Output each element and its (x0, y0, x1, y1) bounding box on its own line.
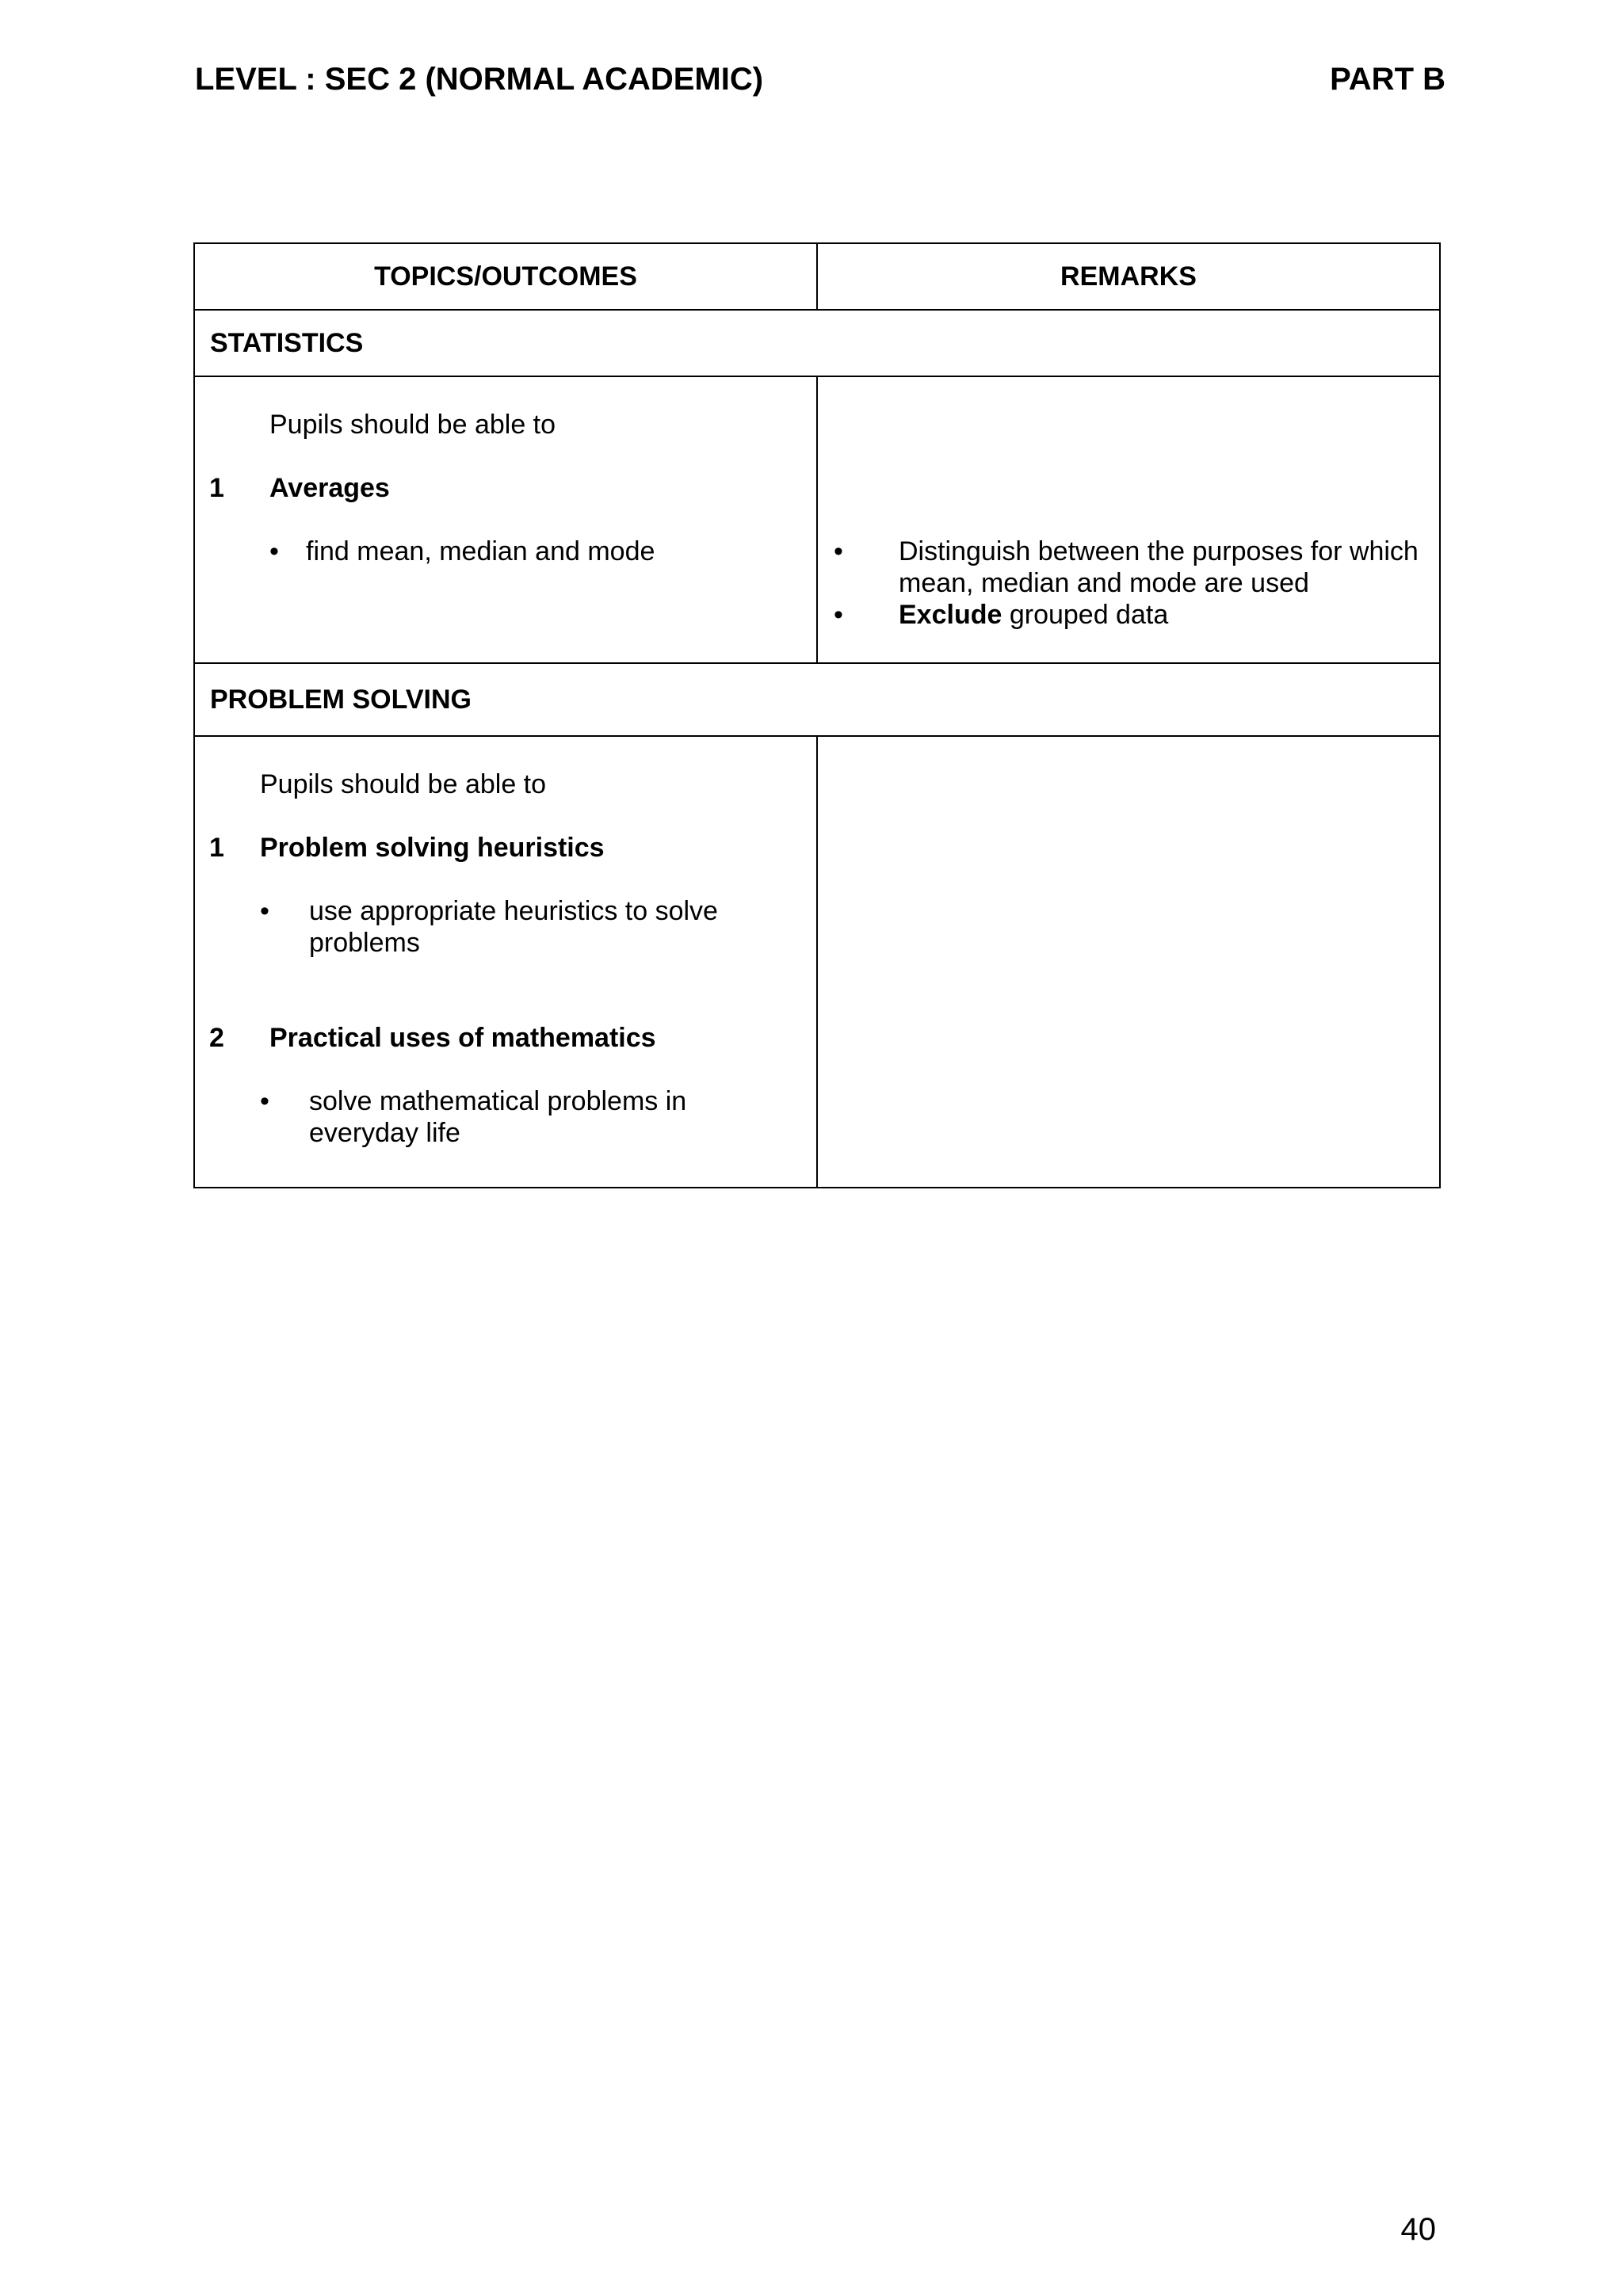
header-level: LEVEL : SEC 2 (NORMAL ACADEMIC) (195, 62, 764, 97)
syllabus-table (193, 242, 1441, 1188)
section-content-statistics (194, 376, 1440, 663)
list-item (818, 536, 1439, 599)
problem-solving-remarks-cell (817, 736, 1440, 1188)
bullet-text: use appropriate heuristics to solve problems (309, 896, 718, 958)
section-row-problem-solving (194, 663, 1440, 736)
list-item (195, 895, 816, 959)
remark-text: Distinguish between the purposes for which mean, median and mode are used (899, 536, 1419, 598)
bullet-text: solve mathematical problems in everyday life (309, 1086, 687, 1148)
topic-number: 1 (209, 473, 224, 503)
section-row-statistics (194, 310, 1440, 376)
header-part: PART B (1330, 62, 1445, 97)
section-content-problem-solving (194, 736, 1440, 1188)
table-header-row (194, 243, 1440, 310)
page-number: 40 (1400, 2212, 1436, 2247)
list-item (195, 536, 816, 567)
bullet-text: find mean, median and mode (306, 536, 655, 566)
problem-solving-topics-cell (194, 736, 817, 1188)
topic-title: Practical uses of mathematics (269, 1023, 656, 1053)
list-item (195, 1085, 816, 1149)
statistics-topics-cell (194, 376, 817, 663)
bullet-icon: • (269, 536, 279, 566)
section-title-statistics: STATISTICS (194, 310, 1440, 376)
topic-number: 2 (209, 1023, 224, 1053)
problem-solving-intro: Pupils should be able to (260, 769, 547, 799)
remark-text: grouped data (1002, 600, 1169, 630)
list-item (818, 599, 1439, 631)
bullet-icon: • (260, 1086, 269, 1116)
topic-title: Averages (269, 473, 390, 503)
remark-bold-text: Exclude (899, 600, 1002, 630)
topic-number: 1 (209, 833, 224, 863)
statistics-intro: Pupils should be able to (269, 410, 556, 440)
topic-averages (195, 472, 816, 504)
remarks-list (818, 536, 1439, 631)
statistics-remarks-cell (817, 376, 1440, 663)
bullet-icon: • (834, 536, 843, 566)
bullet-icon: • (260, 896, 269, 926)
column-header-topics: TOPICS/OUTCOMES (194, 243, 817, 310)
section-title-problem-solving: PROBLEM SOLVING (194, 663, 1440, 736)
bullet-icon: • (834, 600, 843, 630)
topic-practical-uses (195, 1022, 816, 1054)
topic-title: Problem solving heuristics (260, 833, 605, 863)
column-header-remarks: REMARKS (817, 243, 1440, 310)
topic-problem-solving-heuristics (195, 832, 816, 864)
